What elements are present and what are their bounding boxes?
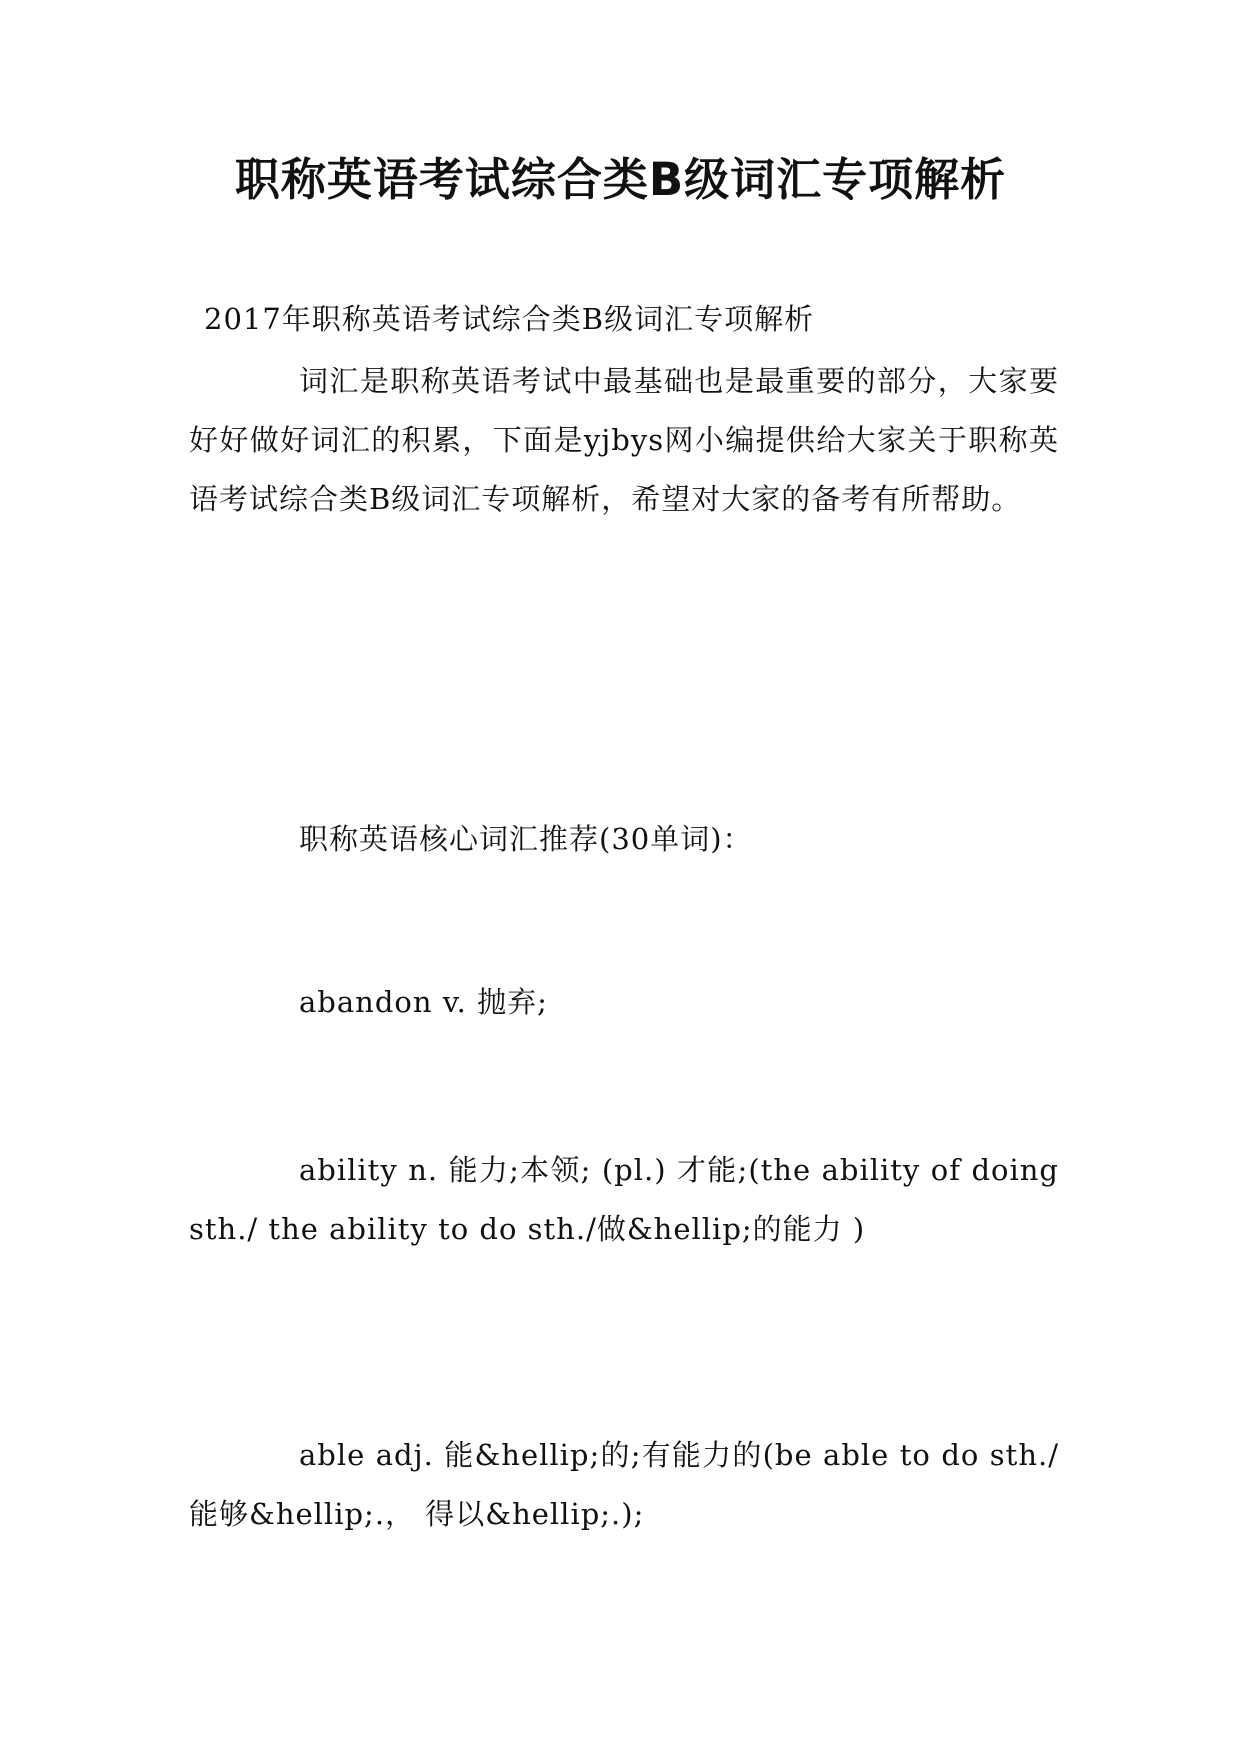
- page-title: 职称英语考试综合类B级词汇专项解析: [234, 153, 1007, 206]
- vocab-entry-able: able adj. 能&hellip;的;有能力的(be able to do sth./能够&hellip;.， 得以&hellip;.);: [189, 1438, 1059, 1531]
- intro-paragraph: 词汇是职称英语考试中最基础也是最重要的部分，大家要好好做好词汇的积累，下面是yjbys网小编提供给大家关于职称英语考试综合类B级词汇专项解析，希望对大家的备考有所帮助。: [189, 364, 1059, 516]
- vocab-entry-abandon: abandon v. 抛弃;: [299, 985, 548, 1019]
- document-subtitle: 2017年职称英语考试综合类B级词汇专项解析: [204, 302, 815, 336]
- vocab-entry-ability: ability n. 能力;本领; (pl.) 才能;(the ability of doing sth./ the ability to do sth./做&hellip;的能力 ): [189, 1153, 1059, 1246]
- vocabulary-heading: 职称英语核心词汇推荐(30单词)：: [299, 822, 753, 856]
